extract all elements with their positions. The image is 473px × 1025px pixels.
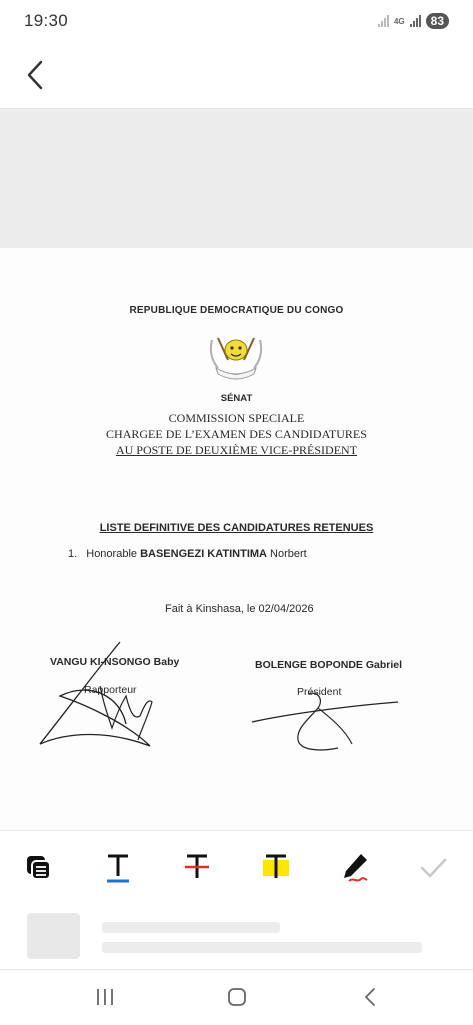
- candidate-number: 1.: [68, 548, 78, 560]
- system-back-button[interactable]: [355, 984, 385, 1010]
- signature-left-handwritten: [30, 636, 170, 756]
- signal-icon-2: [410, 15, 421, 27]
- copy-text-button[interactable]: [17, 845, 61, 889]
- copy-text-icon: [17, 845, 61, 889]
- doc-list-title: LISTE DEFINITIVE DES CANDIDATURES RETENUES: [99, 522, 374, 534]
- strikethrough-tool-button[interactable]: [175, 845, 219, 889]
- status-icons: [378, 11, 449, 31]
- underline-text-icon: [96, 845, 140, 889]
- candidate-item: [68, 548, 307, 560]
- doc-commission-line1: COMMISSION SPECIALE: [168, 411, 305, 425]
- home-button[interactable]: [222, 984, 252, 1010]
- system-back-icon: [355, 984, 385, 1010]
- highlight-tool-button[interactable]: [254, 845, 298, 889]
- document-page[interactable]: [0, 248, 473, 830]
- highlight-text-icon: [254, 845, 298, 889]
- app-bar: [0, 44, 473, 109]
- doc-commission-line3: AU POSTE DE DEUXIÈME VICE-PRÉSIDENT: [115, 443, 358, 457]
- recent-apps-button[interactable]: [90, 984, 120, 1010]
- signatory-left-role: Rapporteur: [84, 684, 137, 696]
- svg-text:~~~: ~~~: [232, 372, 240, 377]
- signatory-right-name: BOLENGE BOPONDE Gabriel: [255, 659, 403, 671]
- doc-commission-line2: CHARGEE DE L’EXAMEN DES CANDIDATURES: [106, 427, 367, 441]
- doc-institution: SÉNAT: [220, 393, 253, 404]
- candidate-firstname: Norbert: [270, 548, 307, 560]
- back-button[interactable]: [16, 58, 56, 94]
- battery-indicator: 83: [426, 13, 449, 29]
- annotation-toolbar: [0, 830, 473, 904]
- signature-right-handwritten: [248, 688, 408, 758]
- back-arrow-icon: [16, 58, 56, 94]
- checkmark-icon: [411, 845, 455, 889]
- status-bar: [0, 0, 473, 44]
- recent-apps-icon: [90, 984, 120, 1010]
- coat-of-arms-emblem: [204, 330, 268, 384]
- underline-tool-button[interactable]: [96, 845, 140, 889]
- candidate-prefix: Honorable: [86, 548, 138, 560]
- candidate-surname: BASENGEZI KATINTIMA: [140, 548, 267, 560]
- strikethrough-text-icon: [175, 845, 219, 889]
- ad-text-placeholder-2: [102, 942, 422, 953]
- system-navigation-bar: [0, 969, 473, 1025]
- ad-thumbnail-placeholder: [27, 913, 80, 959]
- confirm-button[interactable]: [411, 845, 455, 889]
- doc-place-date: Fait à Kinshasa, le 02/04/2026: [165, 603, 314, 615]
- draw-tool-button[interactable]: [333, 845, 377, 889]
- network-type: 4G: [393, 16, 405, 26]
- ad-text-placeholder-1: [102, 922, 280, 933]
- viewer-background: [0, 109, 473, 248]
- status-time: 19:30: [24, 11, 69, 30]
- signal-icon: [378, 15, 389, 27]
- pen-draw-icon: [333, 845, 377, 889]
- home-icon: [222, 984, 252, 1010]
- doc-republic-header: REPUBLIQUE DEMOCRATIQUE DU CONGO: [129, 305, 344, 316]
- signatory-left-name: VANGU KI-NSONGO Baby: [50, 656, 180, 668]
- signatory-right-role: Président: [297, 686, 342, 698]
